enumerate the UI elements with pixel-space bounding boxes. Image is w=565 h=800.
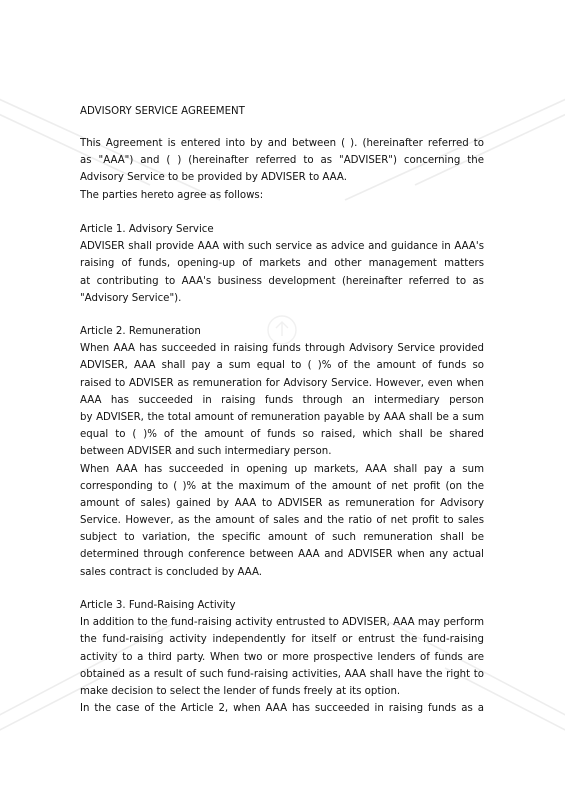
article-1-line: raising of funds, opening-up of markets and other management matters: [80, 258, 484, 270]
article-2-line: When AAA has succeeded in raising funds through Advisory Service provided: [80, 343, 484, 355]
article-2-line: sales contract is concluded by AAA.: [80, 566, 263, 578]
intro-paragraph: [80, 135, 484, 204]
intro-line: as "AAA") and ( ) (hereinafter referred to as "ADVISER") concerning the: [80, 155, 484, 167]
article-3-line: activity to a third party. When two or more prospective lenders of funds are: [80, 651, 484, 663]
article-3-line: In the case of the Article 2, when AAA has succeeded in raising funds as a: [80, 703, 484, 715]
article-2-line: determined through conference between AAA and ADVISER when any actual: [80, 549, 484, 561]
article-3-section: [80, 597, 484, 717]
article-2-line: When AAA has succeeded in opening up markets, AAA shall pay a sum: [80, 463, 484, 475]
article-3-line: make decision to select the lender of funds freely at its option.: [80, 685, 401, 697]
intro-line: Advisory Service to be provided by ADVISER to AAA.: [80, 172, 347, 184]
article-1-line: ADVISER shall provide AAA with such service as advice and guidance in AAA's: [80, 241, 484, 253]
article-2-section: [80, 323, 484, 581]
article-2-line: between ADVISER and such intermediary person.: [80, 446, 332, 458]
article-2-line: equal to ( )% of the amount of funds so raised, which shall be shared: [80, 429, 484, 441]
article-2-line: ADVISER, AAA shall pay a sum equal to ( )% of the amount of funds so: [80, 360, 484, 372]
article-2-line: Service. However, as the amount of sales and the ratio of net profit to sales: [80, 515, 484, 527]
intro-line: The parties hereto agree as follows:: [80, 189, 264, 201]
article-2-line: subject to variation, the specific amount of such remuneration shall be: [80, 532, 484, 544]
document-title: ADVISORY SERVICE AGREEMENT: [80, 106, 245, 117]
article-2-line: corresponding to ( )% at the maximum of the amount of net profit (on the: [80, 480, 484, 492]
intro-line: This Agreement is entered into by and between ( ). (hereinafter referred to: [80, 138, 484, 149]
article-2-heading: Article 2. Remuneration: [80, 326, 201, 337]
article-1-section: [80, 221, 484, 307]
article-1-line: at contributing to AAA's business development (hereinafter referred to as: [80, 275, 484, 287]
article-3-line: obtained as a result of such fund-raising activities, AAA shall have the right to: [80, 668, 484, 680]
article-2-line: AAA has succeeded in raising funds through an intermediary person: [80, 394, 484, 406]
article-2-line: by ADVISER, the total amount of remuneration payable by AAA shall be a sum: [80, 411, 484, 423]
article-1-line: "Advisory Service").: [80, 292, 182, 304]
article-1-heading: Article 1. Advisory Service: [80, 224, 214, 235]
article-3-line: In addition to the fund-raising activity entrusted to ADVISER, AAA may perform: [80, 617, 484, 629]
article-3-heading: Article 3. Fund-Raising Activity: [80, 600, 236, 611]
article-2-line: raised to ADVISER as remuneration for Advisory Service. However, even when: [80, 377, 484, 389]
article-3-line: the fund-raising activity independently for itself or entrust the fund-raising: [80, 634, 484, 646]
article-2-line: amount of sales) gained by AAA to ADVISER as remuneration for Advisory: [80, 497, 484, 509]
